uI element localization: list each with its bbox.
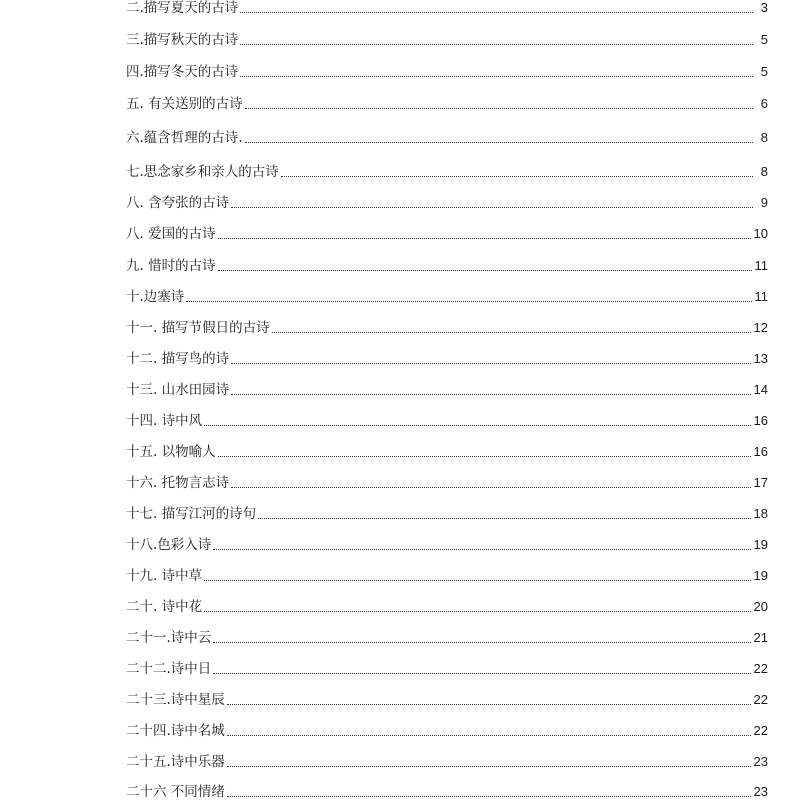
toc-entry-page: 5 (760, 64, 768, 79)
toc-leader-dots (218, 238, 751, 239)
toc-entry-title: 六.蕴含哲理的古诗. (126, 130, 243, 146)
toc-entry[interactable] (126, 624, 768, 646)
toc-entry-title: 二十. 诗中花 (126, 599, 203, 615)
toc-leader-dots (213, 673, 750, 674)
toc-entry-page: 3 (760, 0, 768, 15)
toc-entry[interactable] (126, 500, 768, 522)
toc-leader-dots (258, 518, 750, 519)
toc-leader-dots (204, 611, 750, 612)
toc-entry-title: 十.边塞诗 (126, 289, 185, 305)
toc-leader-dots (213, 549, 750, 550)
toc-entry-title: 二.描写夏天的古诗 (126, 0, 239, 16)
toc-leader-dots (204, 580, 750, 581)
toc-entry[interactable] (126, 531, 768, 553)
toc-entry-title: 十一. 描写节假日的古诗 (126, 320, 270, 336)
toc-entry-page: 18 (753, 506, 768, 521)
toc-entry[interactable] (126, 124, 768, 146)
toc-entry-page: 10 (753, 226, 768, 241)
toc-leader-dots (245, 108, 753, 109)
toc-entry-page: 21 (753, 630, 768, 645)
toc-entry[interactable] (126, 593, 768, 615)
toc-entry[interactable] (126, 0, 768, 16)
toc-entry[interactable] (126, 376, 768, 398)
toc-leader-dots (204, 425, 750, 426)
toc-entry[interactable] (126, 469, 768, 491)
toc-leader-dots (231, 363, 750, 364)
toc-leader-dots (227, 735, 751, 736)
toc-entry-title: 十八.色彩入诗 (126, 537, 212, 553)
toc-entry-page: 5 (760, 32, 768, 47)
toc-leader-dots (218, 270, 752, 271)
toc-entry-page: 19 (753, 537, 768, 552)
toc-entry-title: 十九. 诗中草 (126, 568, 203, 584)
toc-entry-page: 17 (753, 475, 768, 490)
toc-entry[interactable] (126, 314, 768, 336)
toc-entry-title: 二十一.诗中云 (126, 630, 212, 646)
toc-leader-dots (186, 301, 751, 302)
toc-leader-dots (231, 207, 753, 208)
toc-entry-page: 22 (753, 661, 768, 676)
toc-entry[interactable] (126, 90, 768, 112)
toc-entry-page: 19 (753, 568, 768, 583)
toc-leader-dots (240, 12, 753, 13)
toc-entry[interactable] (126, 158, 768, 180)
toc-entry[interactable] (126, 407, 768, 429)
toc-entry-page: 22 (753, 692, 768, 707)
toc-entry-title: 五. 有关送别的古诗 (126, 96, 243, 112)
toc-entry-page: 23 (753, 754, 768, 769)
toc-entry-title: 八. 含夸张的古诗 (126, 195, 230, 211)
toc-entry-title: 十六. 托物言志诗 (126, 475, 230, 491)
toc-entry-page: 8 (760, 130, 768, 145)
toc-entry-page: 6 (760, 96, 768, 111)
toc-entry-page: 14 (753, 382, 768, 397)
toc-leader-dots (231, 394, 750, 395)
toc-entry-title: 八. 爱国的古诗 (126, 226, 216, 242)
toc-leader-dots (218, 456, 751, 457)
toc-entry-title: 十三. 山水田园诗 (126, 382, 230, 398)
toc-leader-dots (245, 142, 753, 143)
toc-entry-title: 三.描写秋天的古诗 (126, 32, 239, 48)
toc-entry-title: 四.描写冬天的古诗 (126, 64, 239, 80)
toc-entry-page: 11 (754, 258, 768, 273)
toc-entry-title: 十七. 描写江河的诗句 (126, 506, 257, 522)
toc-entry[interactable] (126, 283, 768, 305)
toc-entry[interactable] (126, 26, 768, 48)
toc-entry-title: 二十二.诗中日 (126, 661, 212, 677)
toc-entry[interactable] (126, 655, 768, 677)
toc-entry[interactable] (126, 220, 768, 242)
toc-entry[interactable] (126, 252, 768, 274)
toc-leader-dots (240, 76, 753, 77)
toc-leader-dots (272, 332, 751, 333)
toc-entry-title: 十四. 诗中风 (126, 413, 203, 429)
toc-leader-dots (227, 796, 751, 797)
toc-leader-dots (240, 44, 753, 45)
toc-entry-title: 九. 惜时的古诗 (126, 258, 216, 274)
toc-entry-page: 11 (754, 289, 768, 304)
toc-entry[interactable] (126, 562, 768, 584)
toc-entry[interactable] (126, 438, 768, 460)
toc-leader-dots (231, 487, 750, 488)
toc-entry-title: 十五. 以物喻人 (126, 444, 216, 460)
toc-entry[interactable] (126, 686, 768, 708)
toc-leader-dots (281, 176, 753, 177)
table-of-contents (126, 0, 768, 800)
toc-leader-dots (227, 704, 751, 705)
toc-entry-page: 22 (753, 723, 768, 738)
toc-entry-page: 12 (753, 320, 768, 335)
toc-entry-title: 十二. 描写鸟的诗 (126, 351, 230, 367)
toc-entry[interactable] (126, 58, 768, 80)
toc-leader-dots (227, 766, 751, 767)
toc-leader-dots (213, 642, 750, 643)
toc-entry-title: 二十四.诗中名城 (126, 723, 225, 739)
toc-entry-page: 13 (753, 351, 768, 366)
toc-entry-page: 16 (753, 444, 768, 459)
toc-entry-title: 二十六 不同情绪 (126, 784, 225, 800)
toc-entry-page: 16 (753, 413, 768, 428)
toc-entry-page: 8 (760, 164, 768, 179)
toc-entry-page: 9 (760, 195, 768, 210)
toc-entry[interactable] (126, 717, 768, 739)
toc-entry-title: 七.思念家乡和亲人的古诗 (126, 164, 279, 180)
toc-entry-page: 23 (753, 784, 768, 799)
toc-entry-title: 二十五.诗中乐器 (126, 754, 225, 770)
toc-entry[interactable] (126, 189, 768, 211)
toc-entry-page: 20 (753, 599, 768, 614)
toc-entry[interactable] (126, 778, 768, 800)
toc-entry[interactable] (126, 748, 768, 770)
toc-entry[interactable] (126, 345, 768, 367)
toc-entry-title: 二十三.诗中星辰 (126, 692, 225, 708)
